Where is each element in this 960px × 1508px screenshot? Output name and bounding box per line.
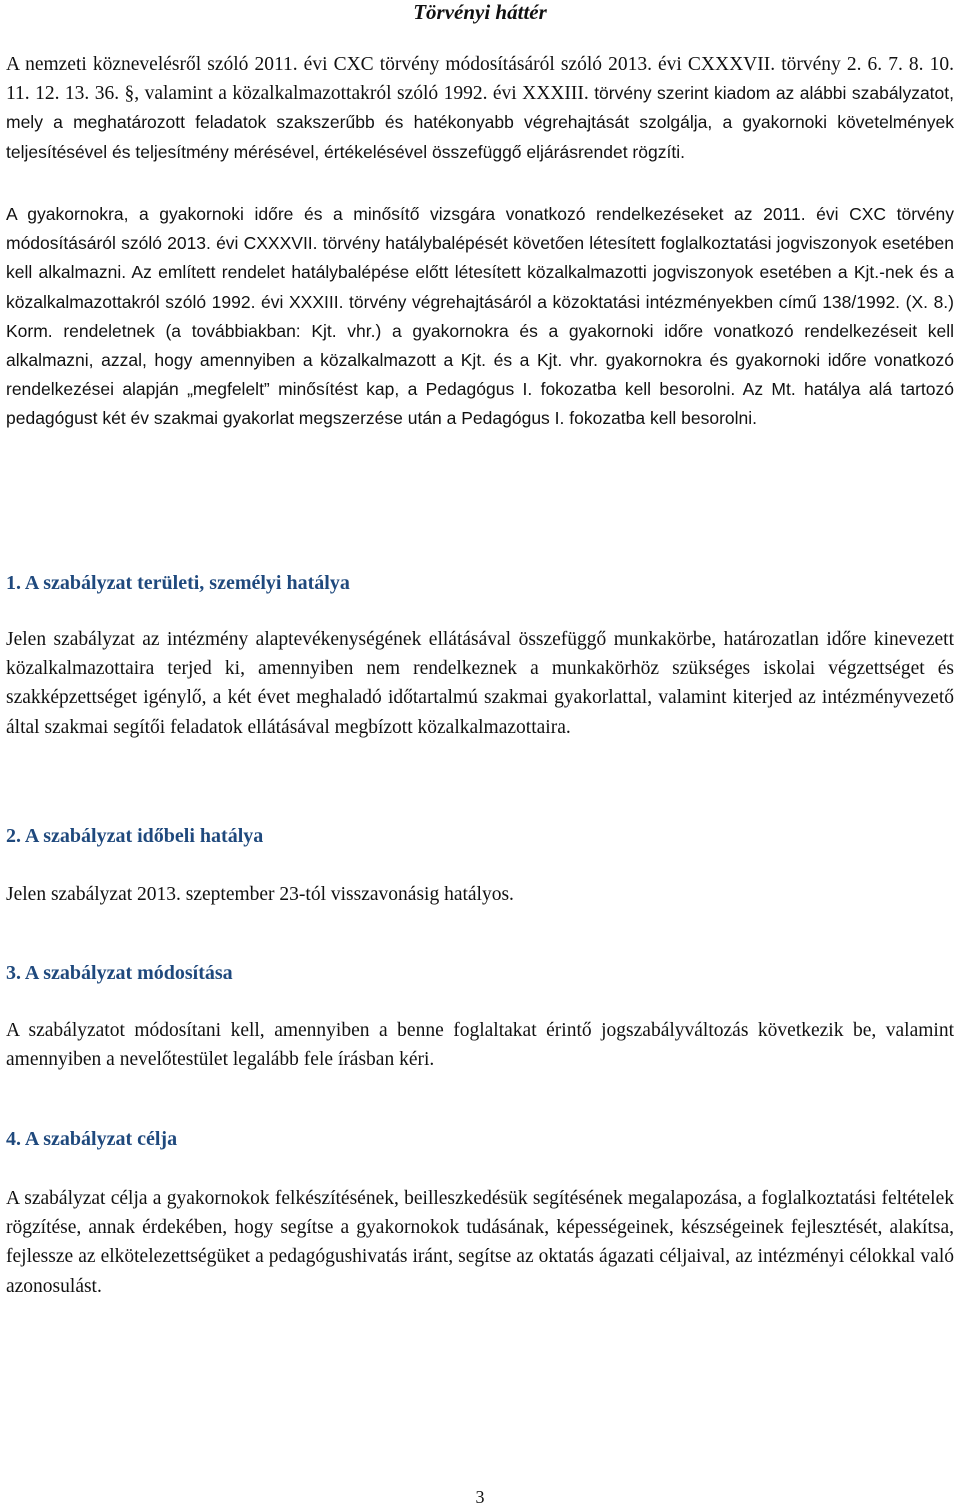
section-heading-time-effect: 2. A szabályzat időbeli hatálya — [6, 825, 264, 847]
page-title: Törvényi háttér — [413, 0, 547, 24]
intro-text-serif: A nemzeti köznevelésről szóló 2011. évi CXC törvény módosításáról szóló 2013. évi CXXXVII. törvény 2. 6. 7. 8. 10. 11. 12. 13. 36. §, valamint a közalkalmazottakról szóló 1992. évi XXXIII. — [6, 54, 954, 105]
section-body-time-effect: Jelen szabályzat 2013. szeptember 23-tól visszavonásig hatályos. — [6, 884, 514, 905]
section-heading-scope: 1. A szabályzat területi, személyi hatálya — [6, 572, 350, 594]
section-heading-modification: 3. A szabályzat módosítása — [6, 962, 233, 984]
page-number: 3 — [475, 1487, 485, 1507]
legal-basis-paragraph: A gyakornokra, a gyakornoki időre és a minősítő vizsgára vonatkozó rendelkezéseket az 2011. évi CXC törvény módosításáról szóló 2013. évi CXXXVII. törvény hatálybalépését követően létesített foglalkoztatási jogviszonyok esetében kell alkalmazni. Az említett rendelet hatálybalépése előtt létesített közalkalmazotti jogviszonyok esetében a Kjt.-nek és a közalkalmazottakról szóló 1992. évi XXXIII. törvény végrehajtásáról a közoktatási intézményekben című 138/1992. (X. 8.) Korm. rendeletnek (a továbbiakban: Kjt. vhr.) a gyakornokra és a gyakornoki időre vonatkozó rendelkezéseit kell alkalmazni, azzal, hogy amennyiben a közalkalmazott a Kjt. és a Kjt. vhr. gyakornokra és gyakornoki időre vonatkozó rendelkezései alapján „megfelelt” minősítést kap, a Pedagógus I. fokozatba kell besorolni. Az Mt. hatálya alá tartozó pedagógust két év szakmai gyakorlat megszerzése után a Pedagógus I. fokozatba kell besorolni. — [6, 204, 954, 429]
section-body-modification: A szabályzatot módosítani kell, amennyiben a benne foglaltakat érintő jogszabályváltozás következik be, valamint amennyiben a nevelőtestület legalább fele írásban kéri. — [6, 1020, 954, 1071]
intro-text-sans: törvény szerint kiadom az alábbi szabályzatot, mely a meghatározott feladatok szakszerűbb és hatékonyabb végrehajtását szolgálja, a gyakornoki követelmények teljesítésével és teljesítmény mérésével, értékelésével összefüggő eljárásrendet rögzíti. — [6, 83, 954, 162]
section-body-scope: Jelen szabályzat az intézmény alaptevékenységének ellátásával összefüggő munkakörbe, határozatlan időre kinevezett közalkalmazottaira terjed ki, amennyiben nem rendelkeznek a munkakörhöz szükséges iskolai végzettséget és szakképzettséget igénylő, a két évet meghaladó időtartalmú szakmai gyakorlattal, valamint kiterjed az intézményvezető által szakmai segítői feladatok ellátásával megbízott közalkalmazottaira. — [6, 629, 954, 738]
section-body-purpose: A szabályzat célja a gyakornokok felkészítésének, beilleszkedésük segítésének megalapozása, a foglalkoztatási feltételek rögzítése, annak érdekében, hogy segítse a gyakornokok tudásának, képességeinek, készségeinek fejlesztését, alakítsa, fejlessze az elkötelezettségüket a pedagógushivatás iránt, segítse az oktatás ágazati céljaival, az intézményi célokkal való azonosulást. — [6, 1188, 954, 1297]
intro-paragraph — [6, 50, 954, 167]
section-heading-purpose: 4. A szabályzat célja — [6, 1128, 178, 1150]
